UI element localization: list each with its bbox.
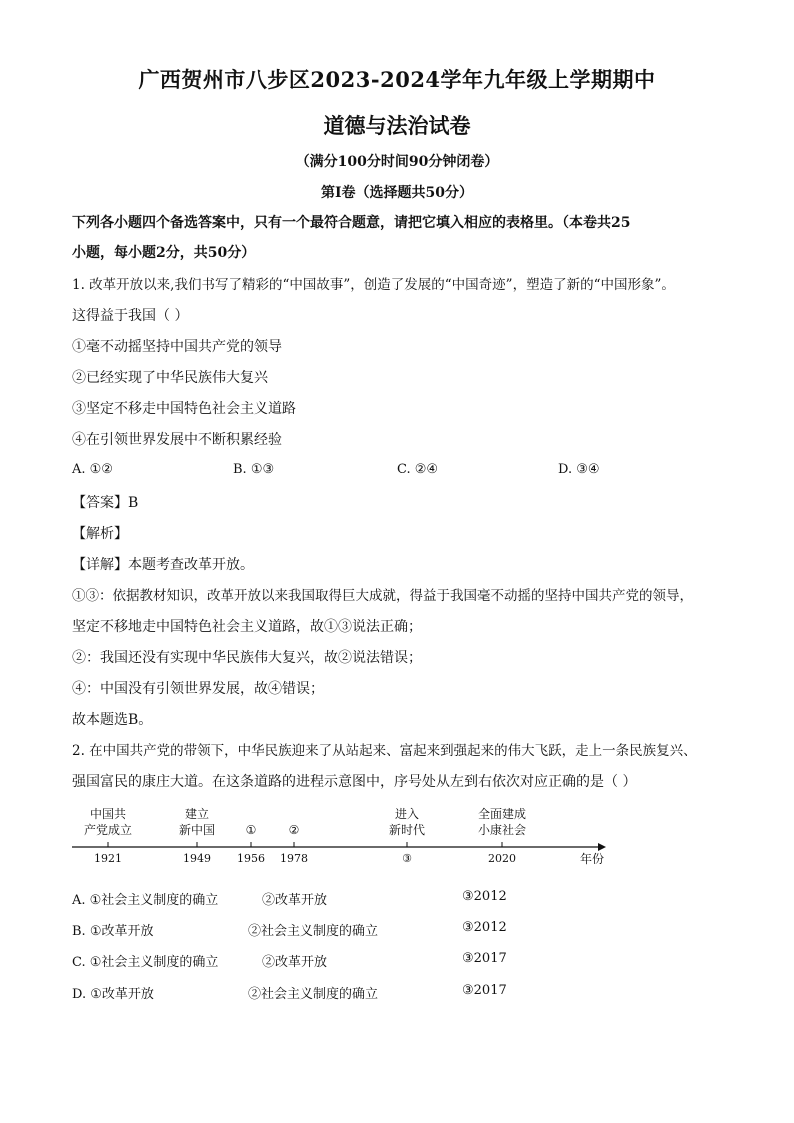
q2-stem-line-1: 2. 在中国共产党的带领下，中华民族迎来了从站起来、富起来到强起来的伟大飞跃，走上一条民族复兴、 — [72, 743, 697, 759]
q1-item-1: ①毫不动摇坚持中国共产党的领导 — [72, 339, 282, 355]
q1-explanation-2: ②：我国还没有实现中华民族伟大复兴，故②说法错误； — [72, 650, 422, 666]
q2-option-b-part-3: ③2012 — [462, 920, 507, 935]
event-bottom-label: 新中国 — [178, 823, 216, 837]
event-bottom-label: 小康社会 — [477, 823, 527, 837]
axis-label: 年份 — [579, 852, 605, 866]
q1-item-3: ③坚定不移走中国特色社会主义道路 — [72, 401, 296, 417]
timeline-arrow-icon — [598, 843, 606, 851]
q1-stem-line-1: 1. 改革开放以来,我们书写了精彩的“中国故事”，创造了发展的“中国奇迹”，塑造了新的“中国形象”。 — [72, 277, 675, 293]
exam-subject: 道德与法治试卷 — [323, 113, 471, 138]
event-year-label: 1921 — [94, 852, 122, 865]
q1-answer: 【答案】B — [72, 495, 139, 511]
q1-item-4: ④在引领世界发展中不断积累经验 — [72, 432, 282, 448]
q1-detail: 【详解】本题考查改革开放。 — [72, 557, 254, 573]
q1-explanation-1-line-1: ①③：依据教材知识，改革开放以来我国取得巨大成就，得益于我国毫不动摇的坚持中国共产党的领导， — [72, 588, 693, 604]
event-bottom-label: 新时代 — [388, 823, 426, 837]
exam-title: 广西贺州市八步区2023-2024学年九年级上学期期中 — [138, 67, 656, 92]
q2-option-c-part-1: C. ①社会主义制度的确立 — [72, 955, 219, 970]
event-year-label: 1978 — [280, 852, 308, 865]
q2-option-a-part-2: ②改革开放 — [262, 893, 328, 908]
q1-explanation-1-line-2: 坚定不移地走中国特色社会主义道路，故①③说法正确； — [72, 619, 422, 635]
q2-option-d-part-1: D. ①改革开放 — [72, 987, 154, 1002]
q1-option-a: A. ①② — [72, 462, 113, 477]
event-top-label: 建立 — [184, 807, 210, 821]
timeline-diagram — [70, 800, 610, 870]
instruction-line-1: 下列各小题四个备选答案中，只有一个最符合题意，请把它填入相应的表格里。（本卷共25 — [72, 215, 631, 231]
event-marker-label: ① — [245, 823, 257, 837]
section-title: 第Ⅰ卷（选择题共50分） — [320, 185, 474, 201]
q2-option-b-part-1: B. ①改革开放 — [72, 924, 154, 939]
q2-stem-line-2: 强国富民的康庄大道。在这条道路的进程示意图中，序号处从左到右依次对应正确的是（ ） — [72, 774, 637, 790]
q1-analysis-label: 【解析】 — [72, 526, 128, 542]
event-year-label: 1949 — [183, 852, 211, 865]
q1-item-2: ②已经实现了中华民族伟大复兴 — [72, 370, 268, 386]
q2-option-a-part-1: A. ①社会主义制度的确立 — [72, 893, 219, 908]
event-year-label: 1956 — [237, 852, 265, 865]
q2-option-b-part-2: ②社会主义制度的确立 — [248, 924, 379, 939]
q1-stem-line-2: 这得益于我国（ ） — [72, 308, 189, 324]
q2-option-a-part-3: ③2012 — [462, 889, 507, 904]
q2-option-d-part-3: ③2017 — [462, 983, 507, 998]
event-top-label: 进入 — [394, 807, 420, 821]
q2-option-d-part-2: ②社会主义制度的确立 — [248, 987, 379, 1002]
event-year-label: 2020 — [488, 852, 516, 865]
q1-conclusion: 故本题选B。 — [72, 712, 153, 728]
event-year-label: ③ — [402, 852, 412, 865]
q2-option-c-part-2: ②改革开放 — [262, 955, 328, 970]
event-top-label: 全面建成 — [477, 807, 527, 821]
q1-option-d: D. ③④ — [558, 462, 600, 477]
event-top-label: 中国共 — [89, 807, 127, 821]
q2-option-c-part-3: ③2017 — [462, 951, 507, 966]
q1-option-c: C. ②④ — [397, 462, 439, 477]
q1-option-b: B. ①③ — [233, 462, 275, 477]
event-marker-label: ② — [288, 823, 300, 837]
event-bottom-label: 产党成立 — [83, 823, 133, 837]
instruction-line-2: 小题，每小题2分，共50分） — [72, 245, 256, 261]
q1-explanation-3: ④：中国没有引领世界发展，故④错误； — [72, 681, 324, 697]
exam-info: （满分100分时间90分钟闭卷） — [295, 154, 499, 170]
